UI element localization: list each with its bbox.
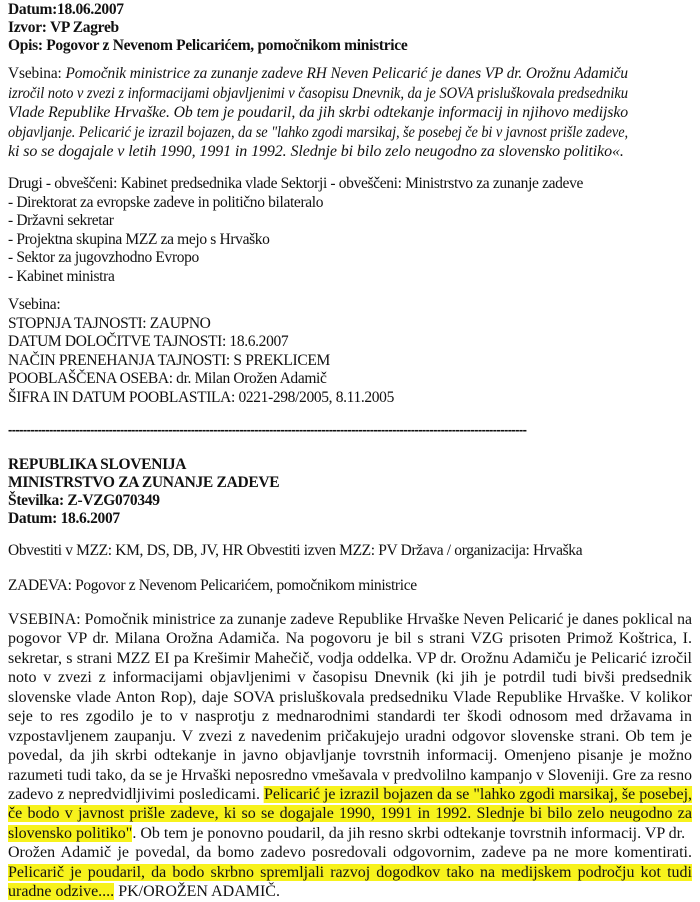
- body-text: zadevo z nepredvidljivimi posledicami.: [8, 785, 265, 803]
- summary-paragraph: [8, 64, 648, 162]
- summary-line: Vlade Republike Hrvaške. Ob tem je poudaril, da jih skrbi odtekanje informacij in njihovo medijsko: [8, 104, 629, 121]
- separator-line: -------------------------------------------------------------------------------------------------------------------------------------------: [8, 422, 527, 437]
- document-body: [8, 610, 692, 902]
- body-text: seje to res zgodilo je to v nasprotju z mednarodnimi standardi ter škodi odnosom med državama in: [8, 708, 692, 726]
- body-text: povedal, da jih skrbi odtekanje in javno objavljanje tovrstnih informacij. Omenjeno pisanje je možno: [8, 747, 692, 765]
- recipient-item: - Kabinet ministra: [8, 267, 115, 285]
- body-text: noto v zvezi z informacijami objavljenimi v časopisu Dnevnik (ki jih je potrdil tudi bivši predsednik: [8, 669, 692, 687]
- ministry-header-line: MINISTRSTVO ZA ZUNANJE ZADEVE: [8, 474, 280, 491]
- body-line: [8, 882, 692, 901]
- body-line: [8, 727, 692, 746]
- ministry-header-line: Številka: Z-VZG070349: [8, 492, 160, 509]
- ministry-header-line: REPUBLIKA SLOVENIJA: [8, 456, 187, 473]
- classification-date: DATUM DOLOČITVE TAJNOSTI: 18.6.2007: [8, 333, 289, 350]
- summary-label: Vsebina:: [8, 65, 66, 82]
- cable-header: [8, 1, 407, 55]
- body-text: sekretar, s strani MZZ EI pa Krešimir Mahečič, vodja oddelka. VP dr. Orožnu Adamiču je Pelicarić izročil: [8, 649, 692, 667]
- summary-line: Pomočnik ministrice za zunanje zadeve RH Neven Pelicarić je danes VP dr. Orožnu Adamiču: [65, 65, 629, 82]
- highlighted-text: Pelicarič je poudaril, da bodo skrbno spremljali razvoj dogodkov tako na medijskem področju kot tudi: [8, 863, 692, 881]
- body-line: [8, 766, 692, 785]
- header-description: Opis: Pogovor z Nevenom Pelicarićem, pomočnikom ministrice: [8, 37, 408, 54]
- body-line: [8, 785, 692, 804]
- body-line: [8, 746, 692, 765]
- body-text: . Ob tem je ponovno poudaril, da jih resno skrbi odtekanje tovrstnih informacij. VP dr.: [132, 824, 686, 842]
- highlighted-text: uradne odzive....: [8, 883, 115, 901]
- recipients-block: [8, 175, 583, 286]
- highlighted-text: slovensko politiko": [8, 824, 133, 842]
- body-text: PK/OROŽEN ADAMIČ.: [114, 883, 280, 901]
- classification-block: [8, 296, 394, 407]
- authorized-person: POOBLAŠČENA OSEBA: dr. Milan Orožen Adamič: [8, 370, 327, 387]
- highlighted-text: če bodo v javnost prišle zadeve, ki so se dogajale 1990, 1991 in 1992. Slednje bi bilo zelo neugodno za: [8, 805, 692, 823]
- body-line: [8, 629, 692, 648]
- ministry-header-line: Datum: 18.6.2007: [8, 510, 120, 527]
- body-text: pogovor VP dr. Milana Orožna Adamiča. Na pogovoru je bil s strani VZG prisoten Primož Koštrica, I.: [8, 630, 692, 648]
- summary-line: objavljanje. Pelicarić je izrazil bojazen, da se "lahko zgodi marsikaj, še posebej če bi v javnost prišle zadeve,: [8, 123, 629, 141]
- body-text: VSEBINA: Pomočnik ministrice za zunanje zadeve Republike Hrvaške Neven Pelicarić je danes poklical na: [8, 611, 693, 628]
- body-line: [8, 707, 692, 726]
- recipient-item: - Projektna skupina MZZ za mejo s Hrvaško: [8, 230, 270, 248]
- body-line: [8, 863, 692, 882]
- highlighted-text: Pelicarić je izrazil bojazen da se "lahko zgodi marsikaj, še posebej,: [264, 785, 693, 803]
- classification-termination: NAČIN PRENEHANJA TAJNOSTI: S PREKLICEM: [8, 351, 330, 369]
- body-line: [8, 688, 692, 707]
- body-line: [8, 843, 692, 862]
- body-line: [8, 824, 692, 843]
- body-line: [8, 649, 692, 668]
- body-text: razumeti tudi tako, da se je Hrvaški neposredno vmešavala v predvolilno kampanjo v Sloveniji. Gre za resno: [8, 766, 692, 784]
- body-line: [8, 610, 692, 629]
- summary-line: izročil noto v zvezi z informacijami objavljenimi v časopisu Dnevnik, da je SOVA prisluškovala predsedniku: [8, 84, 629, 102]
- recipient-item: - Sektor za jugovzhodno Evropo: [8, 249, 199, 266]
- recipients-intro: Drugi - obveščeni: Kabinet predsednika vlade Sektorji - obveščeni: Ministrstvo za zunanje zadeve: [8, 175, 584, 192]
- ministry-header: [8, 456, 279, 528]
- body-text: slovenske vlade Anton Rop), daje SOVA prisluškovala predsedniku Vlade Republike Hrvaške. V kolikor: [8, 688, 692, 706]
- recipient-item: - Direktorat za evropske zadeve in politično bilateralo: [8, 193, 324, 211]
- body-line: [8, 804, 692, 823]
- subject-line: ZADEVA: Pogovor z Nevenom Pelicarićem, pomočnikom ministrice: [8, 577, 417, 594]
- authorization-code: ŠIFRA IN DATUM POOBLASTILA: 0221-298/2005, 8.11.2005: [8, 388, 394, 406]
- header-date: Datum:18.06.2007: [8, 1, 124, 18]
- body-line: [8, 668, 692, 687]
- classification-level: STOPNJA TAJNOSTI: ZAUPNO: [8, 314, 211, 332]
- classification-label: Vsebina:: [8, 296, 61, 313]
- body-text: vzpostavljenem zaupanju. V zvezi z navedenim pričakujejo uradni odgovor slovenske strani. Ob tem je: [8, 727, 692, 745]
- notify-line: Obvestiti v MZZ: KM, DS, DB, JV, HR Obvestiti izven MZZ: PV Država / organizacija: Hrvaška: [8, 542, 583, 559]
- recipient-item: - Državni sekretar: [8, 212, 114, 229]
- body-text: Orožen Adamič je povedal, da bomo zadevo posredovali odgovornim, zadeve pa ne more komentirati.: [8, 844, 692, 862]
- header-source: Izvor: VP Zagreb: [8, 19, 119, 36]
- summary-line: ki so se dogajale v letih 1990, 1991 in 1992. Slednje bi bilo zelo neugodno za slovensko politiko«.: [8, 143, 624, 160]
